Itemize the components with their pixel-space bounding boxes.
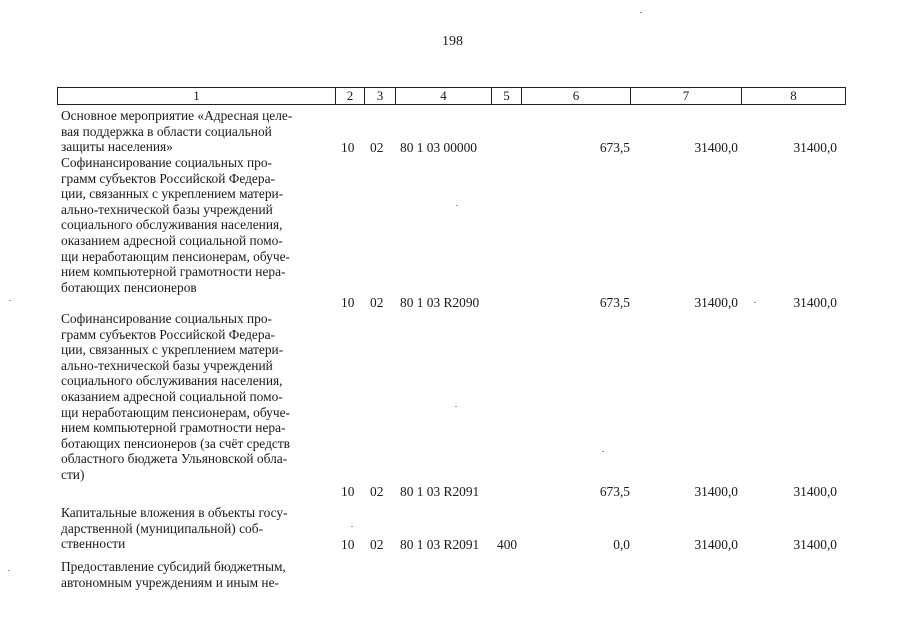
scan-speck	[754, 302, 756, 303]
row-subsection: 02	[370, 295, 384, 310]
row-amount-7: 31400,0	[694, 140, 738, 155]
description-line: Основное мероприятие «Адресная целе-	[61, 108, 293, 123]
description-line: сти)	[61, 466, 85, 482]
description-line: оказанием адресной социальной помо-	[61, 388, 283, 404]
description-line: ственности	[61, 536, 126, 552]
description-line: щи неработающим пенсионерам, обуче-	[61, 248, 290, 264]
description-line: нием компьютерной грамотности нера-	[61, 420, 286, 436]
scan-speck	[456, 205, 458, 206]
description-line: дарственной (муниципальной) соб-	[61, 520, 264, 536]
row-amount-8: 31400,0	[793, 484, 837, 499]
description-line: социального обслуживания населения,	[61, 373, 283, 389]
row-section: 10	[341, 140, 355, 155]
row-description	[61, 108, 329, 155]
row-description	[61, 155, 329, 295]
description-line: защиты населения»	[61, 139, 173, 155]
row-target-code: 80 1 03 R2091	[400, 537, 480, 552]
scan-speck	[351, 526, 353, 527]
description-line: Софинансирование социальных про-	[61, 311, 273, 326]
description-line: вая поддержка в области социальной	[61, 123, 272, 139]
header-col-7: 7	[630, 88, 741, 104]
row-target-code: 80 1 03 00000	[400, 140, 477, 155]
description-line: оказанием адресной социальной помо-	[61, 232, 283, 248]
row-amount-6: 673,5	[599, 484, 630, 499]
description-line: щи неработающим пенсионерам, обуче-	[61, 404, 290, 420]
header-col-5: 5	[491, 88, 521, 104]
description-line: ции, связанных с укреплением матери-	[61, 186, 284, 202]
row-amount-8: 31400,0	[793, 295, 837, 310]
description-line: грамм субъектов Российской Федера-	[61, 326, 275, 342]
description-line: автономным учреждениям и иным не-	[61, 574, 279, 590]
page-number: 198	[442, 34, 463, 49]
row-amount-7: 31400,0	[694, 537, 738, 552]
row-subsection: 02	[370, 537, 384, 552]
scan-speck	[602, 451, 604, 452]
row-amount-6: 673,5	[599, 140, 630, 155]
header-col-6: 6	[521, 88, 630, 104]
header-col-8: 8	[741, 88, 845, 104]
row-description	[61, 505, 329, 552]
scan-speck	[8, 570, 10, 571]
row-section: 10	[341, 537, 355, 552]
scan-speck	[640, 12, 642, 13]
row-amount-7: 31400,0	[694, 484, 738, 499]
scan-speck	[9, 300, 11, 301]
header-col-1: 1	[193, 88, 200, 103]
row-target-code: 80 1 03 R2091	[400, 484, 480, 499]
row-description	[61, 311, 329, 483]
row-amount-6: 673,5	[599, 295, 630, 310]
description-line: ально-технической базы учреждений	[61, 357, 273, 373]
row-amount-8: 31400,0	[793, 537, 837, 552]
description-line: нием компьютерной грамотности нера-	[61, 264, 286, 280]
row-amount-7: 31400,0	[694, 295, 738, 310]
description-line: грамм субъектов Российской Федера-	[61, 170, 275, 186]
row-subsection: 02	[370, 484, 384, 499]
row-amount-8: 31400,0	[793, 140, 837, 155]
table-header	[57, 87, 846, 105]
row-description	[61, 559, 329, 590]
description-line: ции, связанных с укреплением матери-	[61, 342, 284, 358]
description-line: ботающих пенсионеров (за счёт средств	[61, 435, 290, 451]
header-col-3: 3	[364, 88, 395, 104]
description-line: Софинансирование социальных про-	[61, 155, 273, 170]
description-line: областного бюджета Ульяновской обла-	[61, 451, 288, 467]
description-line: ботающих пенсионеров	[61, 279, 197, 295]
row-target-code: 80 1 03 R2090	[400, 295, 480, 310]
row-section: 10	[341, 484, 355, 499]
row-section: 10	[341, 295, 355, 310]
description-line: ально-технической базы учреждений	[61, 201, 273, 217]
description-line: Капитальные вложения в объекты госу-	[61, 505, 288, 520]
header-col-2: 2	[335, 88, 364, 104]
row-subsection: 02	[370, 140, 384, 155]
description-line: Предоставление субсидий бюджетным,	[61, 559, 286, 574]
header-col-4: 4	[395, 88, 491, 104]
row-expense-type: 400	[497, 537, 518, 552]
row-amount-6: 0,0	[613, 537, 630, 552]
description-line: социального обслуживания населения,	[61, 217, 283, 233]
scan-speck	[455, 406, 457, 407]
